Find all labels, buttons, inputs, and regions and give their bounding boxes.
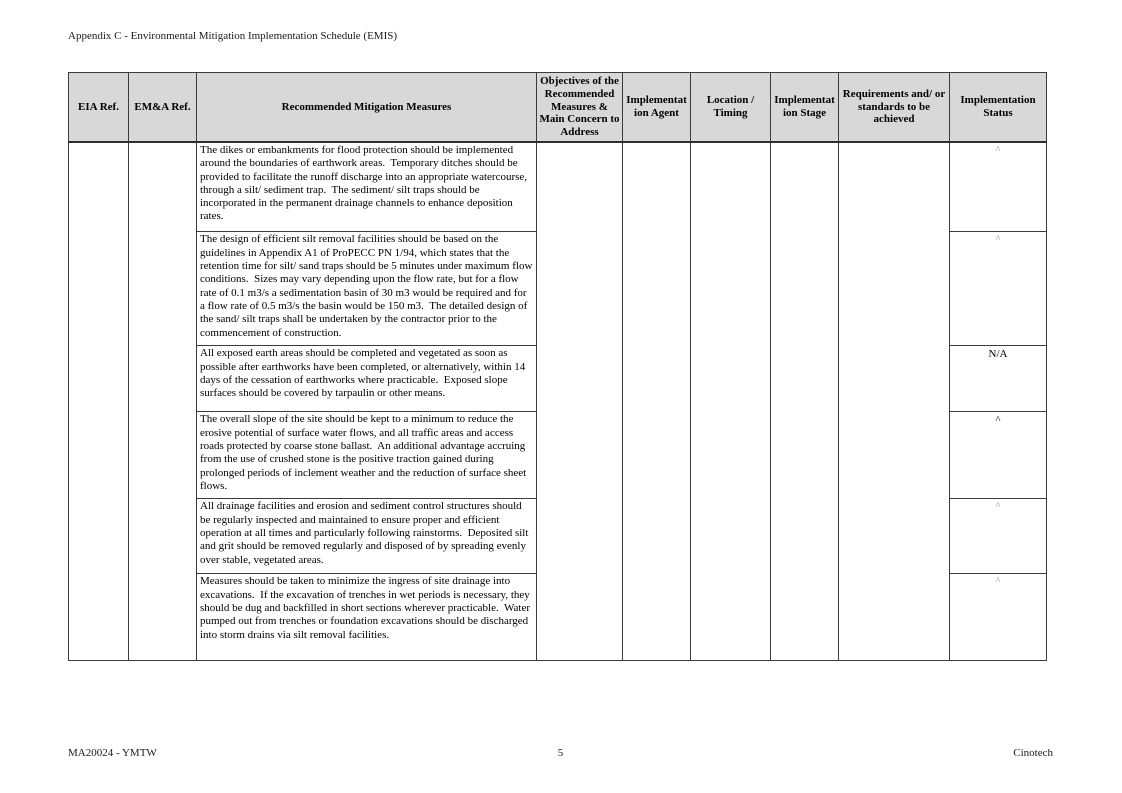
agent-cell [623, 142, 691, 661]
ema-ref-cell [129, 142, 197, 661]
col-header-stage: Implementation Stage [771, 73, 839, 142]
col-header-location-timing: Location / Timing [691, 73, 771, 142]
table-header-row [69, 73, 1047, 142]
status-cell: N/A [950, 346, 1047, 412]
requirements-cell [839, 142, 950, 661]
col-header-objectives: Objectives of the Recommended Measures & Main Concern to Address [537, 73, 623, 142]
col-header-eia-ref: EIA Ref. [69, 73, 129, 142]
col-header-requirements: Requirements and/ or standards to be achieved [839, 73, 950, 142]
location-timing-cell [691, 142, 771, 661]
eia-ref-cell [69, 142, 129, 661]
measure-cell: The overall slope of the site should be kept to a minimum to reduce the erosive potential of surface water flows, and all traffic areas and access roads protected by coarse stone ballast. An additional advantage accruing from the use of crushed stone is the positive traction gained during prolonged periods of inclement weather and the reduction of surface sheet flows. [197, 412, 537, 499]
status-cell: ^ [950, 232, 1047, 346]
measure-cell: All drainage facilities and erosion and sediment control structures should be regularly inspected and maintained to ensure proper and efficient operation at all times and particularly following rainstorms. Deposited silt and grit should be removed regularly and disposed of by spreading evenly over stable, vegetated areas. [197, 499, 537, 574]
measure-cell: Measures should be taken to minimize the ingress of site drainage into excavations. If the excavation of trenches in wet periods is necessary, they should be dug and backfilled in short sections wherever practicable. Water pumped out from trenches or foundation excavations should be discharged into storm drains via silt removal facilities. [197, 574, 537, 661]
status-cell: ^ [950, 499, 1047, 574]
table-row [69, 142, 1047, 232]
status-cell: ^ [950, 574, 1047, 661]
page-title: Appendix C - Environmental Mitigation Implementation Schedule (EMIS) [68, 30, 398, 42]
status-cell: ^ [950, 412, 1047, 499]
measure-cell: The dikes or embankments for flood protection should be implemented around the boundaries of earthwork areas. Temporary ditches should be provided to facilitate the runoff discharge into an appropriate watercourse, through a silt/ sediment trap. The sediment/ silt traps should be incorporated in the permanent drainage channels to enhance deposition rates. [197, 142, 537, 232]
col-header-measures: Recommended Mitigation Measures [197, 73, 537, 142]
measure-cell: The design of efficient silt removal facilities should be based on the guidelines in Appendix A1 of ProPECC PN 1/94, which states that the retention time for silt/ sand traps should be 5 minutes under maximum flow conditions. Sizes may vary depending upon the flow rate, but for a flow rate of 0.1 m3/s a sedimentation basin of 30 m3 would be required and for a flow rate of 0.5 m3/s the basin would be 150 m3. The detailed design of the sand/ silt traps shall be undertaken by the contractor prior to the commencement of construction. [197, 232, 537, 346]
col-header-ema-ref: EM&A Ref. [129, 73, 197, 142]
footer-company-name: Cinotech [1013, 747, 1053, 759]
footer-project-ref: MA20024 - YMTW [68, 747, 157, 759]
stage-cell [771, 142, 839, 661]
col-header-agent: Implementation Agent [623, 73, 691, 142]
emis-table [68, 72, 1047, 661]
objectives-cell [537, 142, 623, 661]
col-header-status: Implementation Status [950, 73, 1047, 142]
footer-page-number: 5 [557, 747, 564, 759]
status-cell: ^ [950, 142, 1047, 232]
measure-cell: All exposed earth areas should be completed and vegetated as soon as possible after earthworks have been completed, or alternatively, within 14 days of the cessation of earthworks where practicable. Exposed slope surfaces should be covered by tarpaulin or other means. [197, 346, 537, 412]
